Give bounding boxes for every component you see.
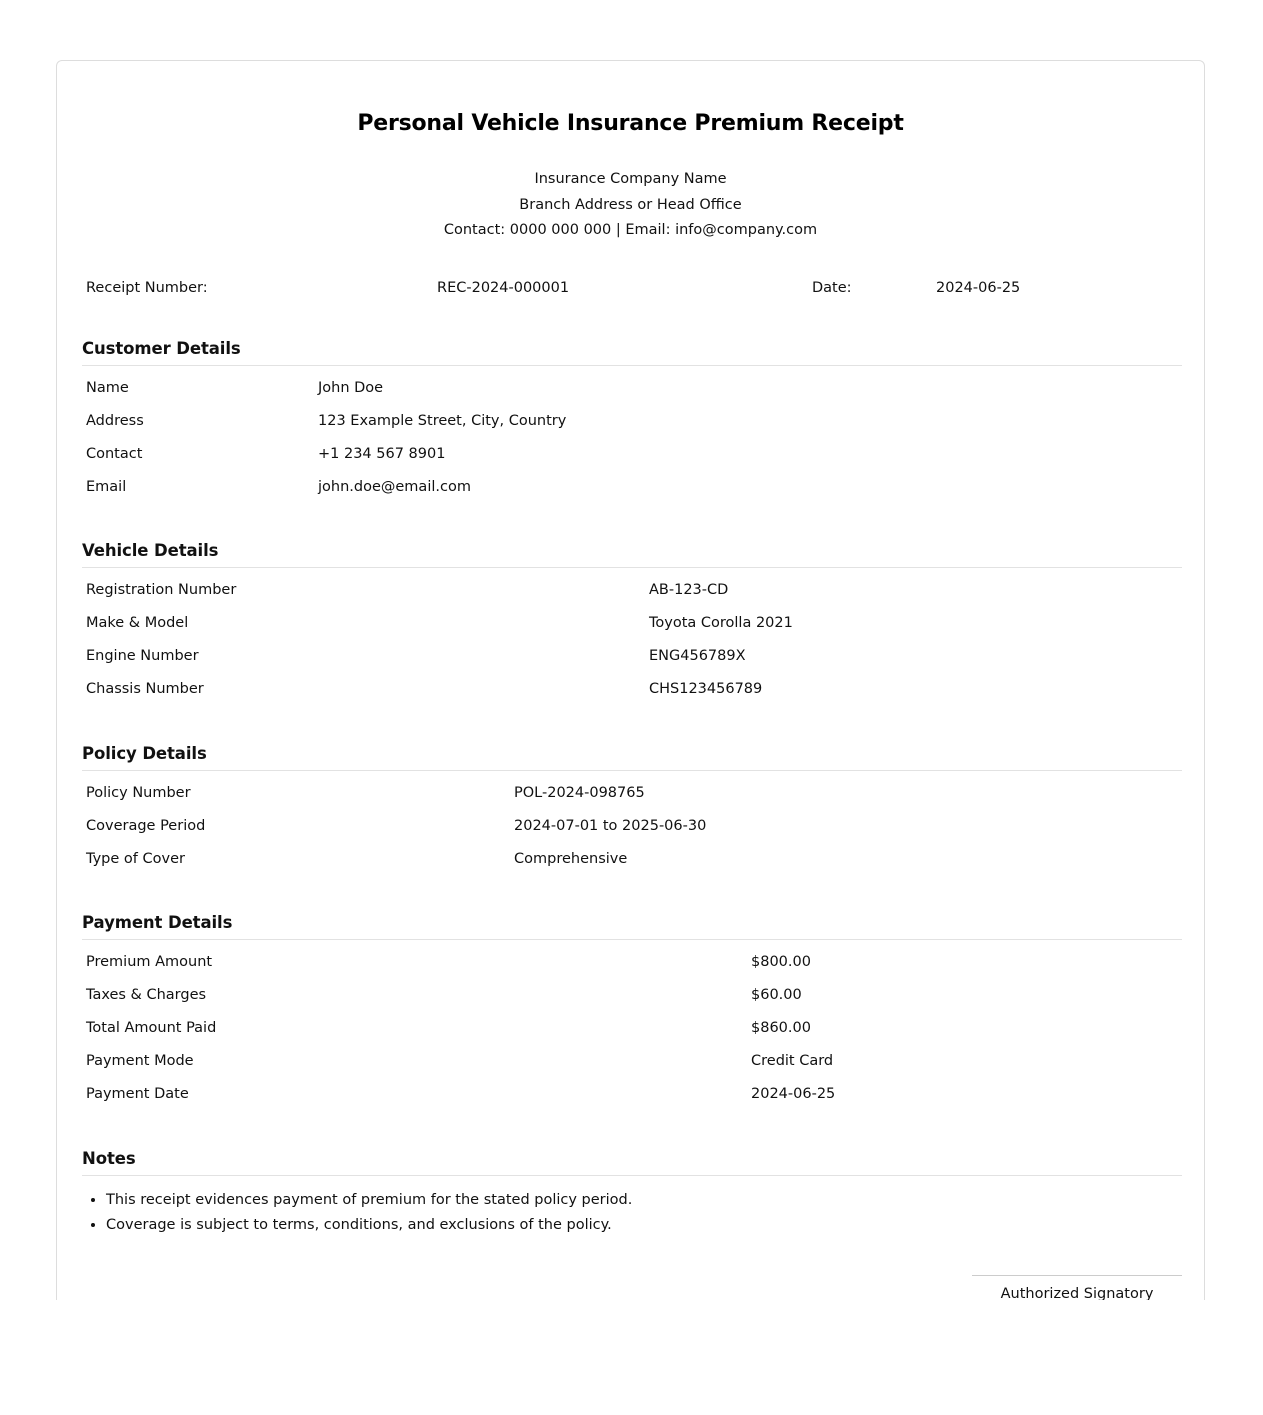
section-heading: Policy Details [82, 744, 1182, 771]
list-item: • Coverage is subject to terms, conditions, and exclusions of the policy. [106, 1213, 1182, 1238]
row-label: Email [86, 479, 127, 495]
table-row [82, 681, 1182, 714]
receipt-title: Personal Vehicle Insurance Premium Receipt [357, 111, 904, 136]
row-label: Name [86, 380, 129, 396]
receipt-number-value: REC-2024-000001 [437, 280, 570, 296]
row-value: Credit Card [751, 1053, 834, 1069]
row-label: Coverage Period [86, 818, 206, 834]
table-row [82, 380, 1182, 413]
row-value: ENG456789X [649, 648, 746, 664]
row-value: john.doe@email.com [318, 479, 471, 495]
row-label: Make & Model [86, 615, 189, 631]
table-row [82, 648, 1182, 681]
row-label: Policy Number [86, 785, 191, 801]
table-row [82, 1020, 1182, 1053]
row-value: AB-123-CD [649, 582, 729, 598]
payment-details-section [82, 913, 1182, 1119]
table-row [82, 1053, 1182, 1086]
row-value: $800.00 [751, 954, 811, 970]
row-label: Chassis Number [86, 681, 204, 697]
table-row [82, 413, 1182, 446]
table-row [82, 818, 1182, 851]
date-label: Date: [812, 280, 852, 296]
policy-details-section [82, 744, 1182, 884]
table-row [82, 615, 1182, 648]
section-heading: Payment Details [82, 913, 1182, 940]
table-row [82, 851, 1182, 884]
table-row [82, 785, 1182, 818]
company-name: Insurance Company Name [534, 171, 727, 187]
table-row [82, 987, 1182, 1020]
row-label: Taxes & Charges [86, 987, 207, 1003]
row-value: 2024-06-25 [751, 1086, 836, 1102]
row-value: $60.00 [751, 987, 802, 1003]
row-label: Total Amount Paid [86, 1020, 217, 1036]
date-value: 2024-06-25 [936, 280, 1021, 296]
row-label: Payment Date [86, 1086, 189, 1102]
row-value: 2024-07-01 to 2025-06-30 [514, 818, 707, 834]
row-label: Type of Cover [86, 851, 185, 867]
receipt-meta [86, 280, 1186, 300]
row-value: Comprehensive [514, 851, 628, 867]
company-address: Branch Address or Head Office [519, 196, 742, 213]
row-value: 123 Example Street, City, Country [318, 413, 567, 429]
receipt-card [56, 60, 1205, 1300]
company-info [57, 167, 1204, 244]
row-label: Engine Number [86, 648, 199, 664]
row-label: Payment Mode [86, 1053, 194, 1069]
section-heading: Notes [82, 1149, 1182, 1176]
list-item: • This receipt evidences payment of premium for the stated policy period. [106, 1188, 1182, 1213]
row-label: Registration Number [86, 582, 237, 598]
company-contact: Contact: 0000 000 000 | Email: info@company.com [443, 222, 818, 238]
notes-list [82, 1188, 1182, 1238]
table-row [82, 446, 1182, 479]
authorized-signatory: Authorized Signatory [972, 1275, 1182, 1300]
row-value: +1 234 567 8901 [318, 446, 446, 462]
table-row [82, 1086, 1182, 1119]
row-value: John Doe [318, 380, 384, 396]
receipt-number-label: Receipt Number: [86, 280, 208, 296]
row-label: Premium Amount [86, 954, 213, 970]
row-value: CHS123456789 [649, 681, 763, 697]
row-value: Toyota Corolla 2021 [649, 615, 793, 631]
row-value: POL-2024-098765 [514, 785, 645, 801]
table-row [82, 954, 1182, 987]
notes-section [82, 1149, 1182, 1238]
section-heading: Customer Details [82, 339, 1182, 366]
vehicle-details-section [82, 541, 1182, 714]
row-label: Contact [86, 446, 143, 462]
section-heading: Vehicle Details [82, 541, 1182, 568]
row-value: $860.00 [751, 1020, 811, 1036]
row-label: Address [86, 413, 144, 429]
table-row [82, 479, 1182, 512]
customer-details-section [82, 339, 1182, 512]
table-row [82, 582, 1182, 615]
